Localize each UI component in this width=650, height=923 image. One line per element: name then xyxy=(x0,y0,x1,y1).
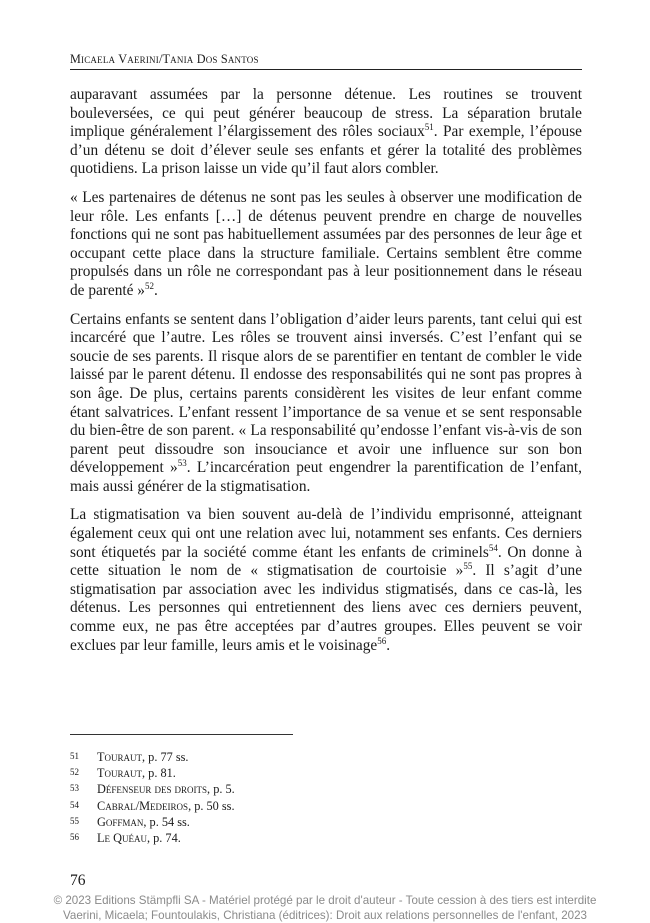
footnote-page: , p. 81. xyxy=(142,766,176,781)
paragraph-2 xyxy=(70,311,582,497)
footnote-author: Touraut xyxy=(97,766,143,781)
main-text xyxy=(70,86,582,665)
footnote-item xyxy=(70,749,370,765)
page-number: 76 xyxy=(70,872,86,889)
footnote-author: Goffman xyxy=(97,814,144,829)
paragraph-3 xyxy=(70,506,582,655)
footnote-ref-52[interactable]: 52 xyxy=(144,280,154,291)
copyright-line-1: © 2023 Editions Stämpfli SA - Matériel protégé par le droit d'auteur - Toute cession à des tiers est interdite xyxy=(53,894,597,907)
paragraph-1 xyxy=(70,86,582,179)
footnote-ref-51[interactable]: 51 xyxy=(424,122,434,133)
paragraph-1-text: auparavant assumées par la personne détenue. Les routines se trouvent bouleversées, ce qui peut générer beaucoup de stress. La séparation brutale implique généralement l’élargissement des rôles sociaux xyxy=(70,86,582,141)
paragraph-2-text-cont: . L’incarcération peut engendrer la parentification de l’enfant, mais aussi générer de la stigmatisation. xyxy=(70,459,583,495)
footnote-ref-53[interactable]: 53 xyxy=(177,458,187,469)
footnote-author: Cabral/Medeiros xyxy=(97,798,189,813)
footnote-page: , p. 54 ss. xyxy=(143,814,190,829)
block-quote xyxy=(70,189,582,301)
footnote-ref-56[interactable]: 56 xyxy=(377,635,387,646)
block-quote-text: « Les partenaires de détenus ne sont pas les seules à observer une modification de leur rôle. Les enfants […] de détenus peuvent prendre en charge de nouvelles fonctions qui ne sont pas habituellement assumées par des personnes de leur âge et occupant cette place dans la structure familiale. Certains semblent être comme propulsés dans un rôle ne correspondant pas à leur positionnement dans le réseau de parenté » xyxy=(70,188,582,299)
footnote-ref-55[interactable]: 55 xyxy=(463,561,473,572)
footnote-page: , p. 74. xyxy=(146,831,181,846)
paragraph-2-text: Certains enfants se sentent dans l’obligation d’aider leurs parents, tant celui qui est incarcéré que l’autre. Les rôles se trouvent ainsi inversés. C’est l’enfant qui se soucie de ses parents. Il risque alors de se parentifier en tentant de combler le vide laissé par le parent détenu. Il endosse des responsabilités qui ne sont pas propres à son âge. De plus, certains parents considèrent les visites de leur enfant comme étant salvatrices. L’enfant ressent l’importance de sa venue et se sent responsable du bien-être de son parent. « La responsabilité qu’endosse l’enfant vis-à-vis de son parent peut dissoudre son insouciance et avoir une influence sur son bon développement » xyxy=(70,310,582,477)
footnote-page: , p. 5. xyxy=(207,782,235,797)
footnote-item xyxy=(70,814,370,830)
footnote-item xyxy=(70,765,370,781)
paragraph-3-text: La stigmatisation va bien souvent au-delà de l’individu emprisonné, atteignant également ceux qui ont une relation avec lui, notamment ses enfants. Ces derniers sont étiquetés par la société comme étant les enfants de criminels xyxy=(70,506,582,561)
footnote-item xyxy=(70,798,370,814)
copyright-line-2: Vaerini, Micaela; Fountoulakis, Christiana (éditrices): Droit aux relations personnelles de l'enfant, 2023 xyxy=(63,909,587,922)
paragraph-1-text-cont: . Par exemple, l’épouse d’un détenu se doit d’élever seule ses enfants et gérer la totalité des problèmes quotidiens. La prison laisse un vide qu’il faut alors combler. xyxy=(70,123,582,178)
footnote-number: 53 xyxy=(70,783,79,794)
paragraph-3-end: . xyxy=(386,636,391,654)
footnote-item xyxy=(70,781,370,797)
footnote-number: 54 xyxy=(70,799,79,810)
header-authors: Micaela Vaerini/Tania Dos Santos xyxy=(70,52,259,66)
footnote-number: 51 xyxy=(70,751,79,761)
paragraph-3-text-cont2: . Il s’agit d’une stigmatisation par association avec les individus stigmatisés, dans ce cas-là, les détenus. Les personnes qui entretiennent des liens avec ces derniers peuvent, comme eux, ne pas être acceptées par d’autres groupes. Elles peuvent se voir exclues par leur famille, leurs amis et le voisinage xyxy=(70,562,582,654)
footnote-number: 55 xyxy=(70,815,79,826)
running-header xyxy=(70,52,582,70)
footnotes xyxy=(70,749,370,846)
footnote-author: Touraut xyxy=(97,750,143,764)
footnote-divider xyxy=(70,734,293,735)
footnote-page: , p. 77 ss. xyxy=(142,750,189,764)
paragraph-3-text-cont: . On donne à cette situation le nom de « stigmatisation de courtoisie » xyxy=(70,543,583,580)
block-quote-end: . xyxy=(153,281,158,299)
footnote-author: Défenseur des droits xyxy=(97,782,208,797)
footnote-item xyxy=(70,830,370,846)
footnote-page: , p. 50 ss. xyxy=(188,798,235,813)
footnote-number: 56 xyxy=(70,832,79,843)
footnote-author: Le Quéau xyxy=(97,831,147,846)
footnote-ref-54[interactable]: 54 xyxy=(488,542,498,553)
copyright-notice xyxy=(0,893,650,923)
footnote-number: 52 xyxy=(70,767,79,778)
